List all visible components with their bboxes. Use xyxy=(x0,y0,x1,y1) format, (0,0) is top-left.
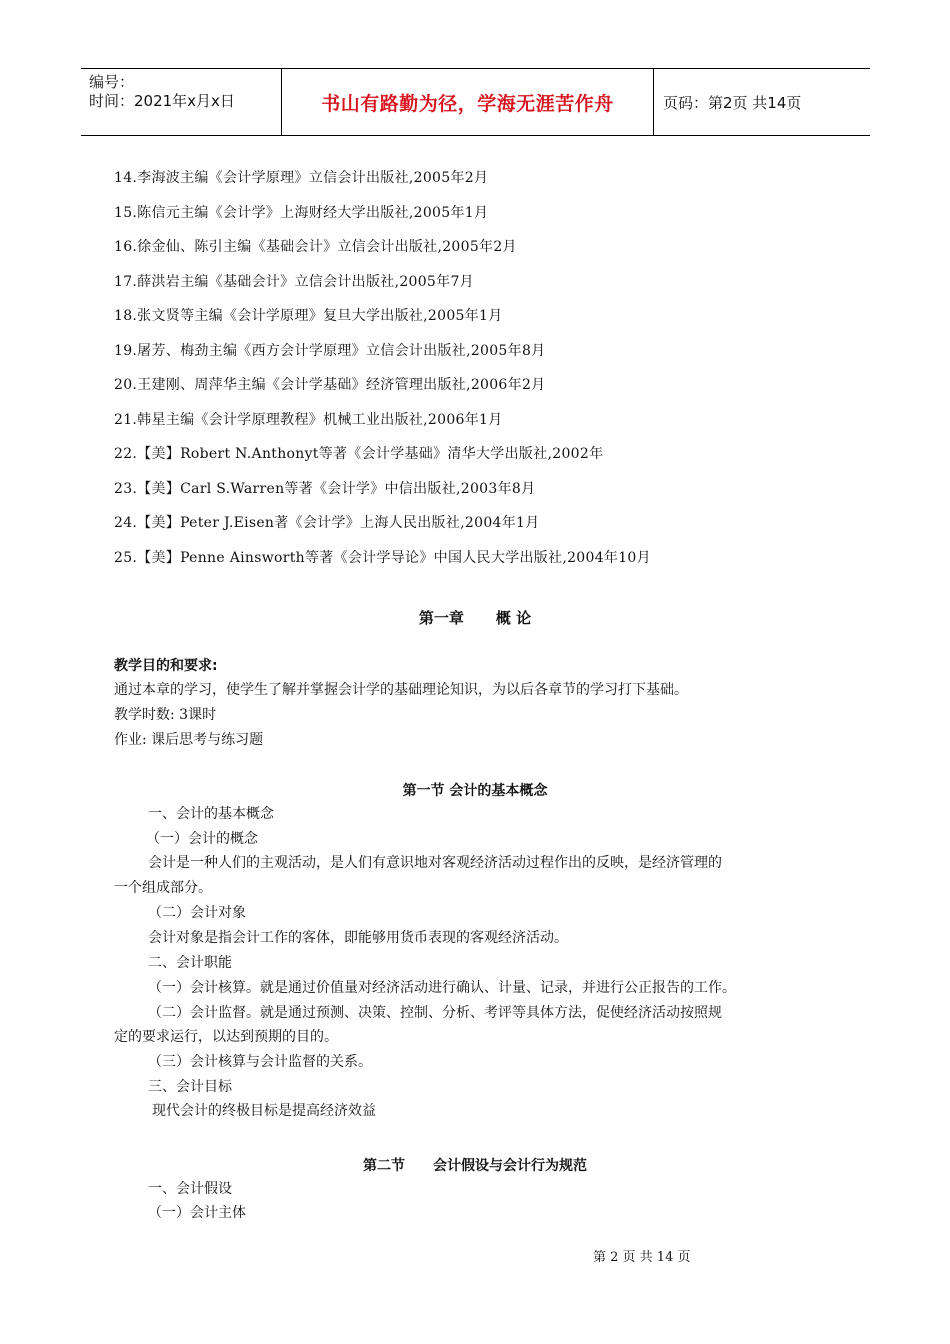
reference-item: 25.【美】Penne Ainsworth等著《会计学导论》中国人民大学出版社,2004年10月 xyxy=(114,549,651,566)
outline-heading: 三、会计目标 xyxy=(148,1079,232,1095)
objectives-text: 通过本章的学习，使学生了解并掌握会计学的基础理论知识，为以后各章节的学习打下基础。 xyxy=(114,682,688,698)
outline-subheading: （一）会计主体 xyxy=(148,1205,246,1221)
paragraph-line: 会计对象是指会计工作的客体，即能够用货币表现的客观经济活动。 xyxy=(148,930,568,946)
outline-heading: 一、会计的基本概念 xyxy=(148,806,274,822)
reference-item: 14.李海波主编《会计学原理》立信会计出版社,2005年2月 xyxy=(114,170,489,186)
paragraph-line: （三）会计核算与会计监督的关系。 xyxy=(148,1054,372,1070)
teaching-hours: 教学时数: 3课时 xyxy=(114,707,217,723)
section-2-name: 会计假设与会计行为规范 xyxy=(433,1158,587,1174)
chapter-title xyxy=(0,607,950,628)
reference-item: 18.张文贤等主编《会计学原理》复旦大学出版社,2005年1月 xyxy=(114,308,503,324)
paragraph-line: （一）会计核算。就是通过价值量对经济活动进行确认、计量、记录，并进行公正报告的工作。 xyxy=(148,980,736,996)
outline-heading: 一、会计假设 xyxy=(148,1181,232,1197)
paragraph-line: 定的要求运行，以达到预期的目的。 xyxy=(114,1029,338,1045)
reference-item: 16.徐金仙、陈引主编《基础会计》立信会计出版社,2005年2月 xyxy=(114,239,517,255)
reference-item: 24.【美】Peter J.Eisen著《会计学》上海人民出版社,2004年1月 xyxy=(114,515,540,531)
outline-heading: 二、会计职能 xyxy=(148,955,232,971)
header-meta xyxy=(81,69,281,135)
section-1-title: 第一节 会计的基本概念 xyxy=(402,783,548,799)
time-label: 时间：2021年x月x日 xyxy=(89,92,235,110)
page-header xyxy=(81,68,870,136)
reference-item: 20.王建刚、周萍华主编《会计学基础》经济管理出版社,2006年2月 xyxy=(114,377,546,393)
homework: 作业: 课后思考与练习题 xyxy=(114,732,264,748)
section-2-number: 第二节 xyxy=(363,1158,405,1174)
reference-list xyxy=(114,168,651,582)
outline-subheading: （一）会计的概念 xyxy=(146,831,258,847)
section-2-title xyxy=(0,1155,950,1175)
paragraph-line: 一个组成部分。 xyxy=(114,880,212,896)
header-motto: 书山有路勤为径，学海无涯苦作舟 xyxy=(281,69,654,135)
reference-item: 23.【美】Carl S.Warren等著《会计学》中信出版社,2003年8月 xyxy=(114,480,536,497)
chapter-name: 概 论 xyxy=(495,609,532,627)
header-page-info: 页码：第2页 共14页 xyxy=(663,93,802,112)
chapter-number: 第一章 xyxy=(418,609,464,627)
reference-item: 21.韩星主编《会计学原理教程》机械工业出版社,2006年1月 xyxy=(114,411,503,428)
objectives-heading: 教学目的和要求: xyxy=(114,658,218,674)
paragraph-line: 现代会计的终极目标是提高经济效益 xyxy=(152,1103,376,1119)
page-footer: 第 2 页 共 14 页 xyxy=(593,1250,691,1265)
reference-item: 15.陈信元主编《会计学》上海财经大学出版社,2005年1月 xyxy=(114,204,489,221)
outline-subheading: （二）会计对象 xyxy=(148,905,246,921)
paragraph-line: （二）会计监督。就是通过预测、决策、控制、分析、考评等具体方法，促使经济活动按照规 xyxy=(148,1005,722,1021)
reference-item: 19.屠芳、梅劲主编《西方会计学原理》立信会计出版社,2005年8月 xyxy=(114,342,546,359)
paragraph-line: 会计是一种人们的主观活动，是人们有意识地对客观经济活动过程作出的反映，是经济管理的 xyxy=(148,855,722,871)
number-label: 编号： xyxy=(89,73,135,91)
reference-item: 22.【美】Robert N.Anthonyt等著《会计学基础》清华大学出版社,2002年 xyxy=(114,446,604,462)
reference-item: 17.薛洪岩主编《基础会计》立信会计出版社,2005年7月 xyxy=(114,273,474,290)
